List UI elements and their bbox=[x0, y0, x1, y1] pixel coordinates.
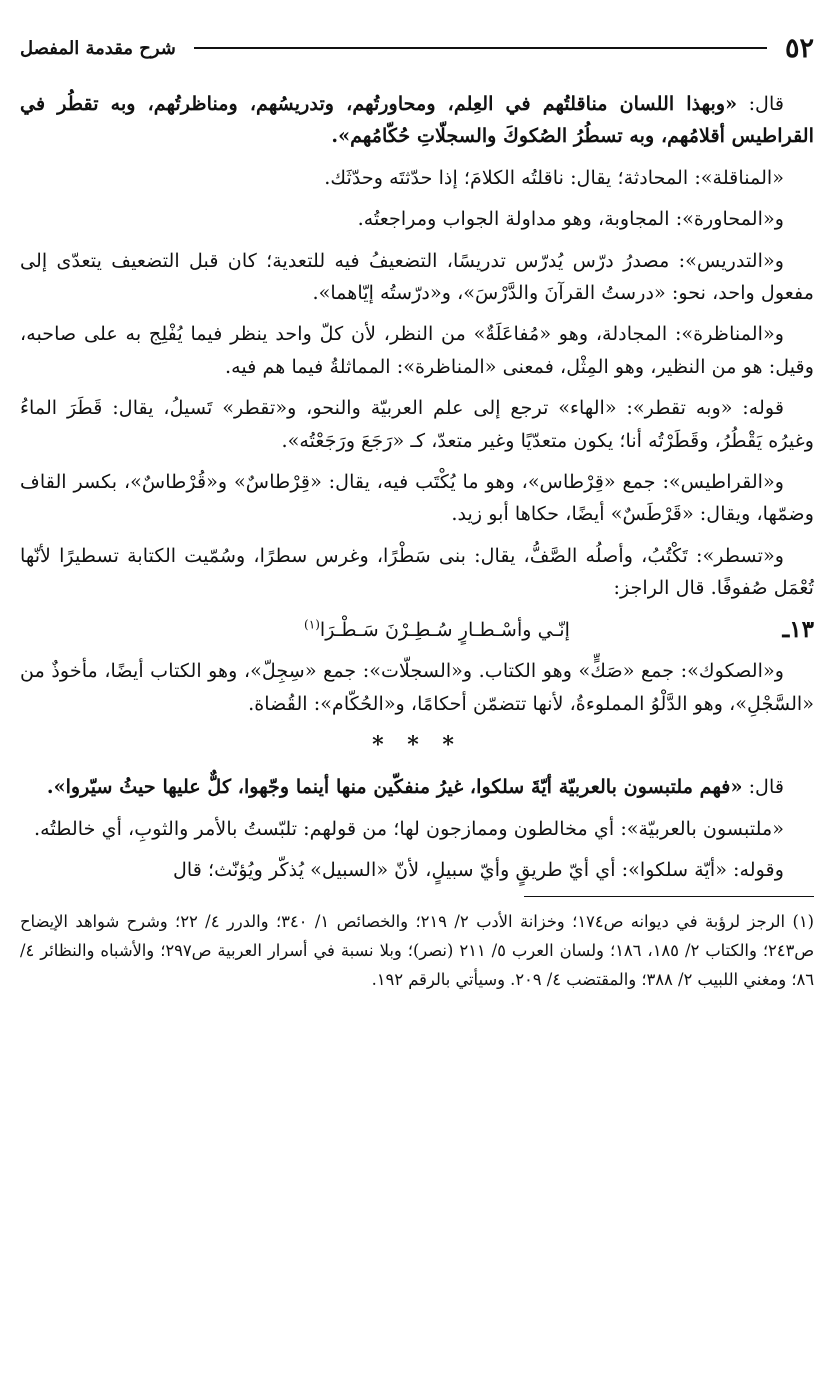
paragraph-sukuk: و«الصكوك»: جمع «صَكٍّ» وهو الكتاب. و«السجلّات»: جمع «سِجِلّ»، وهو الكتاب أيضًا، مأخوذٌ من «السَّجْلِ»، وهو الدَّلْوُ المملوءةُ، لأنها تتضمّن أحكامًا، و«الحُكّام»: القُضاة. bbox=[20, 659, 814, 715]
paragraph-taqtur: قوله: «وبه تقطر»: «الهاء» ترجع إلى علم العربيّة والنحو، و«تقطر» تَسيلُ، يقال: قَطَرَ الماءُ وغيرُه يَقْطُرُ، وقَطَرْتُه أنا؛ يكون متعدّيًا وغير متعدّ، كـ «رَجَعَ ورَجَعْتُه». bbox=[20, 396, 814, 452]
paragraph-multabisun: «ملتبسون بالعربيّة»: أي مخالطون وممازجون لها؛ من قولهم: تلبّستُ بالأمر والثوبِ، أي خالطتُه. bbox=[34, 816, 784, 840]
paragraph-muhawara: و«المحاورة»: المجاوبة، وهو مداولة الجواب ومراجعتُه. bbox=[357, 207, 784, 231]
paragraph-tasturu: و«تسطر»: تَكْتُبُ، وأصلُه الصَّفُّ، يقال: بنى سَطْرًا، وغرس سطرًا، وسُمّيت الكتابة تسطيرًا لأنّها تُعْمَل صُفوفًا. قال الراجز: bbox=[20, 543, 814, 600]
footnotes bbox=[20, 907, 814, 994]
footnote-text: الرجز لرؤبة في ديوانه ص١٧٤؛ وخزانة الأدب ٢/ ٢١٩؛ والخصائص ١/ ٣٤٠؛ والدرر ٤/ ٢٢؛ وشرح شواهد الإيضاح ص٢٤٣؛ والكتاب ٢/ ١٨٥، ١٨٦؛ ولسان العرب ٥/ ٢١١ (نصر)؛ وبلا نسبة في أسرار العربية ص٢٩٧؛ والأشباه والنظائر ٤/ ٨٦؛ ومغني اللبيب ٢/ ٣٨٨؛ والمقتضب ٤/ ٢٠٩. وسيأتي بالرقم ١٩٢. bbox=[20, 911, 814, 989]
footnote-reference[interactable]: (١) bbox=[304, 617, 320, 632]
paragraph-munazara: و«المناظرة»: المجادلة، وهو «مُفاعَلَةٌ» من النظر، لأن كلّ واحد ينظر فيما يُفْلِج به على صاحبه، وقيل: هو من النظير، وهو المِثْل، فمعنى «المناظرة»: المماثلةُ فيما هم فيه. bbox=[20, 322, 814, 378]
page-number: ٥٢ bbox=[784, 32, 814, 64]
verse-line bbox=[20, 614, 744, 646]
paragraph-ayyata-salaku: وقوله: «أيّة سلكوا»: أي أيّ طريقٍ وأيّ سبيلٍ، لأنّ «السبيل» يُذكّر ويُؤنّث؛ قال bbox=[172, 858, 784, 882]
body-text bbox=[20, 88, 814, 887]
quoted-main-text: «فهم ملتبسون بالعربيّة أيّةَ سلكوا، غيرُ منفكّين منها أينما وجّهوا، كلٌّ عليها حيثُ سيّروا». bbox=[46, 775, 743, 799]
book-title: شرح مقدمة المفصل bbox=[20, 37, 176, 59]
paragraph-tadris: و«التدريس»: مصدرُ درّس يُدرّس تدريسًا، التضعيفُ فيه للتعدية؛ كان قبل التضعيف يتعدّى إلى مفعول واحد، نحو: «درستُ القرآنَ والدَّرْسَ»، و«درّستُه إيّاهما». bbox=[20, 248, 814, 305]
footnote-number: (١) bbox=[792, 911, 814, 931]
footnote-rule bbox=[524, 896, 814, 897]
verse-number: ١٣ـ bbox=[782, 615, 814, 643]
running-header bbox=[20, 28, 814, 68]
section-separator: * * * bbox=[372, 731, 462, 758]
quote-lead: قال: bbox=[737, 92, 784, 115]
paragraph-main-quote-1 bbox=[20, 88, 814, 153]
poetry-verse bbox=[20, 614, 814, 646]
quoted-main-text: «وبهذا اللسان مناقلتُهم في العِلم، ومحاورتُهم، وتدريسُهم، ومناظرتُهم، وبه تقطُر في القراطيس أقلامُهم، وبه تسطُرُ الصُكوكَ والسجلّاتِ حُكّامُهم». bbox=[20, 92, 814, 148]
paragraph-qaratis: و«القراطيس»: جمع «قِرْطاس»، وهو ما يُكْتَب فيه، يقال: «قِرْطاسٌ» و«قُرْطاسٌ»، بكسر القاف وضمّها، ويقال: «قَرْطَسٌ» أيضًا، حكاها أبو زيد. bbox=[20, 470, 814, 526]
verse-text: إنّـي وأسْـطـارٍ سُـطِـرْنَ سَـطْـرَا bbox=[319, 617, 570, 641]
paragraph-munaqala: «المناقلة»: المحادثة؛ يقال: ناقلتُه الكلامَ؛ إذا حدّثتَه وحدّثَك. bbox=[324, 165, 784, 189]
paragraph-main-quote-2 bbox=[20, 771, 814, 803]
quote-lead: قال: bbox=[742, 775, 784, 799]
header-rule bbox=[194, 47, 767, 49]
